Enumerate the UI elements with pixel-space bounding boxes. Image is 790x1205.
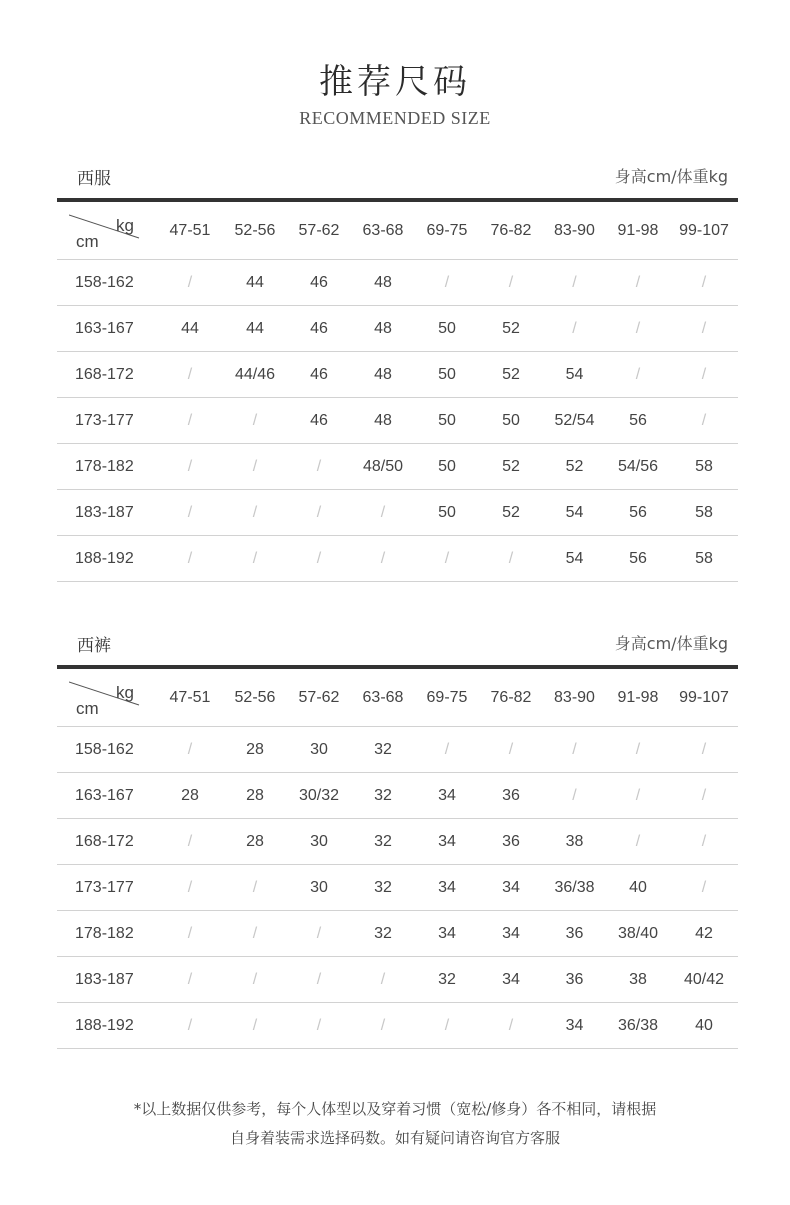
height-range-label: 163-167 [57,306,157,352]
empty-size-cell: / [415,1003,479,1049]
size-cell: 48 [351,352,415,398]
corner-cell [57,669,157,727]
size-cell: 28 [223,819,287,865]
empty-size-cell: / [415,727,479,773]
size-cell: 32 [351,819,415,865]
weight-column-header: 76-82 [479,669,543,727]
empty-size-cell: / [287,1003,351,1049]
empty-size-cell: / [543,727,606,773]
size-cell: 38 [606,957,670,1003]
empty-size-cell: / [670,306,738,352]
size-cell: 40/42 [670,957,738,1003]
weight-column-header: 52-56 [223,202,287,260]
size-cell: 46 [287,398,351,444]
empty-size-cell: / [157,398,223,444]
size-table [57,669,738,1049]
size-cell: 36 [479,819,543,865]
page-title: 推荐尺码 [319,62,471,102]
size-cell: 38 [543,819,606,865]
empty-size-cell: / [606,260,670,306]
corner-cell [57,202,157,260]
section-title: 西服 [77,169,111,189]
empty-size-cell: / [157,957,223,1003]
size-cell: 36/38 [543,865,606,911]
empty-size-cell: / [670,819,738,865]
empty-size-cell: / [606,727,670,773]
weight-column-header: 76-82 [479,202,543,260]
section-unit: 身高cm/体重kg [614,167,728,186]
weight-column-header: 52-56 [223,669,287,727]
size-cell: 46 [287,352,351,398]
empty-size-cell: / [606,819,670,865]
size-cell: 44/46 [223,352,287,398]
size-cell: 50 [415,352,479,398]
size-cell: 30 [287,865,351,911]
size-cell: 34 [415,819,479,865]
height-range-label: 168-172 [57,819,157,865]
empty-size-cell: / [157,260,223,306]
size-cell: 44 [157,306,223,352]
empty-size-cell: / [157,1003,223,1049]
size-cell: 34 [479,957,543,1003]
empty-size-cell: / [351,490,415,536]
size-cell: 28 [157,773,223,819]
size-cell: 28 [223,773,287,819]
weight-column-header: 63-68 [351,202,415,260]
weight-column-header: 47-51 [157,669,223,727]
empty-size-cell: / [223,536,287,582]
size-cell: 34 [543,1003,606,1049]
size-cell: 32 [351,911,415,957]
size-cell: 28 [223,727,287,773]
size-table [57,202,738,582]
size-cell: 54/56 [606,444,670,490]
size-cell: 40 [606,865,670,911]
table-row [57,911,738,957]
empty-size-cell: / [606,352,670,398]
size-cell: 30/32 [287,773,351,819]
section-title: 西裤 [77,636,111,656]
empty-size-cell: / [543,306,606,352]
size-cell: 48 [351,306,415,352]
size-cell: 32 [351,773,415,819]
size-cell: 34 [479,911,543,957]
weight-unit-label: kg [116,216,134,235]
weight-column-header: 69-75 [415,202,479,260]
size-cell: 30 [287,727,351,773]
weight-column-header: 99-107 [670,669,738,727]
empty-size-cell: / [287,911,351,957]
empty-size-cell: / [670,398,738,444]
size-cell: 48 [351,260,415,306]
height-range-label: 158-162 [57,260,157,306]
note-line-2: 自身着装需求选择码数。如有疑问请咨询官方客服 [229,1129,560,1147]
size-cell: 54 [543,536,606,582]
height-unit-label: cm [76,232,99,251]
empty-size-cell: / [479,536,543,582]
size-cell: 36 [479,773,543,819]
table-row [57,865,738,911]
height-unit-label: cm [76,699,99,718]
size-cell: 58 [670,444,738,490]
size-cell: 44 [223,306,287,352]
height-range-label: 173-177 [57,398,157,444]
table-row [57,398,738,444]
height-range-label: 188-192 [57,536,157,582]
empty-size-cell: / [157,727,223,773]
empty-size-cell: / [606,306,670,352]
empty-size-cell: / [543,773,606,819]
size-cell: 38/40 [606,911,670,957]
empty-size-cell: / [223,1003,287,1049]
empty-size-cell: / [415,536,479,582]
size-cell: 58 [670,536,738,582]
empty-size-cell: / [543,260,606,306]
empty-size-cell: / [479,260,543,306]
height-range-label: 188-192 [57,1003,157,1049]
empty-size-cell: / [351,1003,415,1049]
table-row [57,352,738,398]
size-cell: 46 [287,306,351,352]
empty-size-cell: / [223,444,287,490]
size-cell: 40 [670,1003,738,1049]
height-range-label: 168-172 [57,352,157,398]
page-subtitle: RECOMMENDED SIZE [299,108,491,128]
size-cell: 52 [543,444,606,490]
height-range-label: 163-167 [57,773,157,819]
size-cell: 34 [415,911,479,957]
empty-size-cell: / [157,911,223,957]
empty-size-cell: / [223,957,287,1003]
empty-size-cell: / [223,865,287,911]
size-cell: 32 [415,957,479,1003]
size-cell: 48 [351,398,415,444]
empty-size-cell: / [479,727,543,773]
table-row [57,306,738,352]
size-cell: 34 [415,773,479,819]
size-cell: 58 [670,490,738,536]
empty-size-cell: / [157,819,223,865]
table-row [57,957,738,1003]
size-cell: 52 [479,490,543,536]
height-range-label: 183-187 [57,957,157,1003]
section-unit: 身高cm/体重kg [614,634,728,653]
size-cell: 34 [415,865,479,911]
size-cell: 50 [479,398,543,444]
empty-size-cell: / [479,1003,543,1049]
height-range-label: 173-177 [57,865,157,911]
size-cell: 50 [415,306,479,352]
size-cell: 48/50 [351,444,415,490]
empty-size-cell: / [157,536,223,582]
empty-size-cell: / [157,352,223,398]
weight-column-header: 83-90 [543,669,606,727]
header-row [57,669,738,727]
size-cell: 36 [543,957,606,1003]
weight-column-header: 83-90 [543,202,606,260]
size-cell: 50 [415,398,479,444]
table-row [57,727,738,773]
size-cell: 42 [670,911,738,957]
size-cell: 54 [543,352,606,398]
weight-column-header: 91-98 [606,202,670,260]
empty-size-cell: / [670,865,738,911]
size-cell: 30 [287,819,351,865]
height-range-label: 178-182 [57,444,157,490]
size-cell: 44 [223,260,287,306]
empty-size-cell: / [223,911,287,957]
size-cell: 54 [543,490,606,536]
size-cell: 52/54 [543,398,606,444]
weight-column-header: 57-62 [287,202,351,260]
empty-size-cell: / [157,865,223,911]
size-cell: 56 [606,490,670,536]
empty-size-cell: / [670,727,738,773]
size-cell: 52 [479,444,543,490]
size-cell: 56 [606,398,670,444]
weight-column-header: 91-98 [606,669,670,727]
empty-size-cell: / [287,957,351,1003]
table-row [57,260,738,306]
trousers-size-section [57,625,738,1049]
size-cell: 52 [479,352,543,398]
height-range-label: 183-187 [57,490,157,536]
table-row [57,819,738,865]
empty-size-cell: / [415,260,479,306]
weight-column-header: 63-68 [351,669,415,727]
size-cell: 34 [479,865,543,911]
size-cell: 36/38 [606,1003,670,1049]
empty-size-cell: / [670,260,738,306]
table-row [57,490,738,536]
size-cell: 32 [351,727,415,773]
empty-size-cell: / [287,444,351,490]
size-cell: 36 [543,911,606,957]
weight-column-header: 69-75 [415,669,479,727]
empty-size-cell: / [351,536,415,582]
empty-size-cell: / [670,352,738,398]
weight-column-header: 99-107 [670,202,738,260]
header-row [57,202,738,260]
table-row [57,773,738,819]
empty-size-cell: / [287,536,351,582]
empty-size-cell: / [223,490,287,536]
size-cell: 32 [351,865,415,911]
empty-size-cell: / [606,773,670,819]
size-cell: 50 [415,444,479,490]
suit-size-section [57,158,738,582]
table-row [57,536,738,582]
empty-size-cell: / [223,398,287,444]
empty-size-cell: / [670,773,738,819]
height-range-label: 178-182 [57,911,157,957]
empty-size-cell: / [157,444,223,490]
weight-unit-label: kg [116,683,134,702]
note-line-1: *以上数据仅供参考，每个人体型以及穿着习惯（宽松/修身）各不相同，请根据 [133,1100,657,1118]
weight-column-header: 47-51 [157,202,223,260]
size-cell: 50 [415,490,479,536]
size-cell: 56 [606,536,670,582]
size-cell: 46 [287,260,351,306]
table-row [57,444,738,490]
weight-column-header: 57-62 [287,669,351,727]
empty-size-cell: / [287,490,351,536]
empty-size-cell: / [351,957,415,1003]
height-range-label: 158-162 [57,727,157,773]
empty-size-cell: / [157,490,223,536]
table-row [57,1003,738,1049]
size-cell: 52 [479,306,543,352]
